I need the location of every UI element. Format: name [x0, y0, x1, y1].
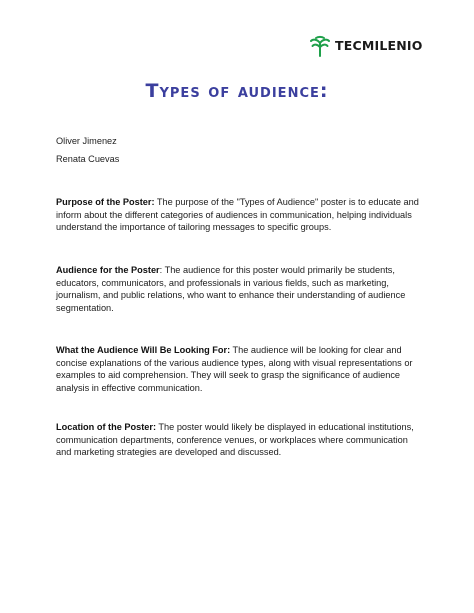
section-expectations — [56, 344, 420, 394]
brand-logo — [310, 35, 423, 57]
section-purpose — [56, 196, 420, 234]
section-text: The poster would likely be displayed in educational institutions, communication departments, conference venues, or workplaces where communication and marketing strategies are developed and discussed. — [56, 422, 414, 458]
section-text: : The audience for this poster would primarily be students, educators, communicators, and professionals in various fields, such as marketing, journalism, and public relations, who want to enhance their understanding of audience segmentation. — [56, 265, 406, 313]
section-label: Purpose of the Poster: — [56, 197, 155, 207]
section-label: What the Audience Will Be Looking For: — [56, 345, 231, 355]
section-location — [56, 421, 420, 459]
document-title: Types of audience: — [145, 80, 329, 102]
section-text: The purpose of the "Types of Audience" poster is to educate and inform about the different categories of audiences in communication, helping individuals understand the importance of tailoring messages to specific groups. — [56, 197, 419, 233]
author-name: Oliver Jimenez — [56, 136, 117, 146]
section-label: Location of the Poster: — [56, 422, 157, 432]
section-label: Audience for the Poster — [56, 265, 160, 275]
section-text: The audience will be looking for clear and concise explanations of the various audience types, along with visual representations or examples to aid comprehension. They will seek to grasp the significance of audience analysis in effective communication. — [56, 345, 413, 393]
brand-name: TECMILENIO — [335, 37, 423, 53]
tecmilenio-logo-icon — [310, 35, 330, 57]
author-name: Renata Cuevas — [56, 154, 120, 164]
section-audience — [56, 264, 420, 314]
